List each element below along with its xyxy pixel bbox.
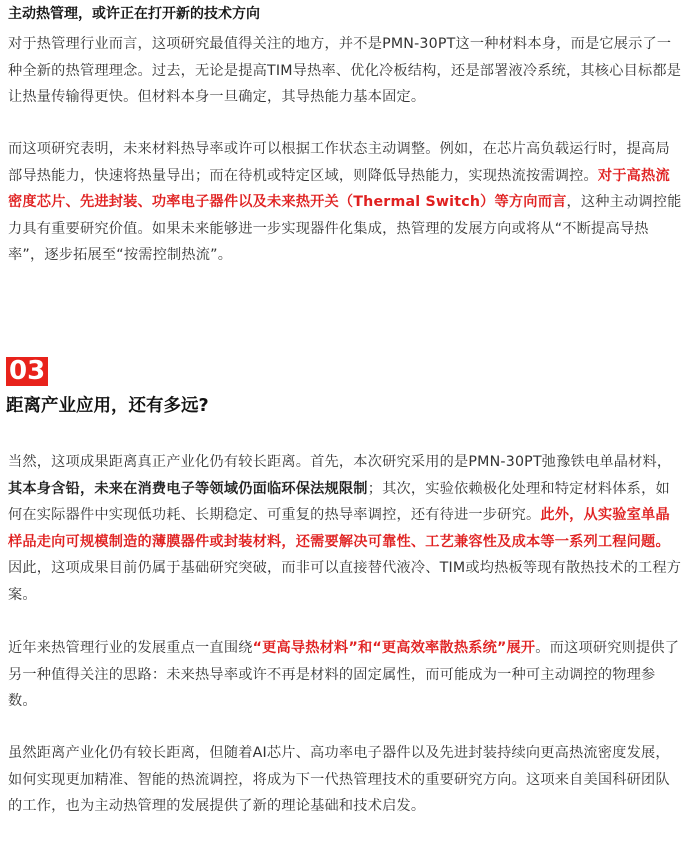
paragraph-intro: 对于热管理行业而言，这项研究最值得关注的地方，并不是PMN-30PT这一种材料本身，而是它展示了一种全新的热管理理念。过去，无论是提高TIM导热率、优化冷板结构，还是部署液冷系统，其核心目标都是让热量传输得更快。但材料本身一旦确定，其导热能力基本固定。 [8, 36, 682, 105]
paragraph-text: 因此，这项成果目前仍属于基础研究突破，而非可以直接替代液冷、TIM或均热板等现有散热技术的工程方案。 [8, 560, 682, 603]
paragraph-industry-focus [8, 635, 682, 715]
paragraph-text: ；其次，实验依赖极化处理和特定材料体系，如何在实际器件中实现低功耗、长期稳定、可重复的热导率调控，还有待进一步研究。 [8, 480, 670, 523]
paragraph-text: ，这种主动调控能力具有重要研究价值。如果未来能够进一步实现器件化集成，热管理的发展方向或将从“不断提高导热率”，逐步拓展至“按需控制热流”。 [8, 194, 682, 263]
paragraph-industrialization [8, 449, 682, 608]
section-number-badge: 03 [6, 357, 48, 386]
section-heading: 主动热管理，或许正在打开新的技术方向 [8, 6, 260, 22]
paragraph-text: 当然，这项成果距离真正产业化仍有较长距离。首先，本次研究采用的是PMN-30PT弛豫铁电单晶材料， [8, 454, 672, 470]
bold-text: 其本身含铅，未来在消费电子等领域仍面临环保法规限制 [8, 480, 368, 497]
paragraph-conclusion: 虽然距离产业化仍有较长距离，但随着AI芯片、高功率电子器件以及先进封装持续向更高热流密度发展，如何实现更加精准、智能的热流调控，将成为下一代热管理技术的重要研究方向。这项来自美国科研团队的工作，也为主动热管理的发展提供了新的理论基础和技术启发。 [8, 745, 670, 814]
highlight-text: 此外，从实验室单晶样品走向可规模制造的薄膜器件或封装材料，还需要解决可靠性、工艺兼容性及成本等一系列工程问题。 [8, 507, 670, 550]
paragraph-text: 近年来热管理行业的发展重点一直围绕 [8, 640, 253, 656]
paragraph-text: 。而这项研究则提供了另一种值得关注的思路：未来热导率或许不再是材料的固定属性，而可能成为一种可主动调控的物理参数。 [8, 640, 680, 709]
section-title: 距离产业应用，还有多远? [6, 396, 209, 416]
highlight-text: “更高导热材料”和“更高效率散热系统”展开 [252, 640, 536, 656]
paragraph-text: 而这项研究表明，未来材料热导率或许可以根据工作状态主动调整。例如，在芯片高负载运行时，提高局部导热能力，快速将热量导出；而在待机或特定区域，则降低导热能力，实现热流按需调控。 [8, 141, 670, 184]
highlight-text: 对于高热流密度芯片、先进封装、功率电子器件以及未来热开关（Thermal Switch）等方向而言 [8, 167, 670, 210]
paragraph-active-control [8, 136, 682, 269]
